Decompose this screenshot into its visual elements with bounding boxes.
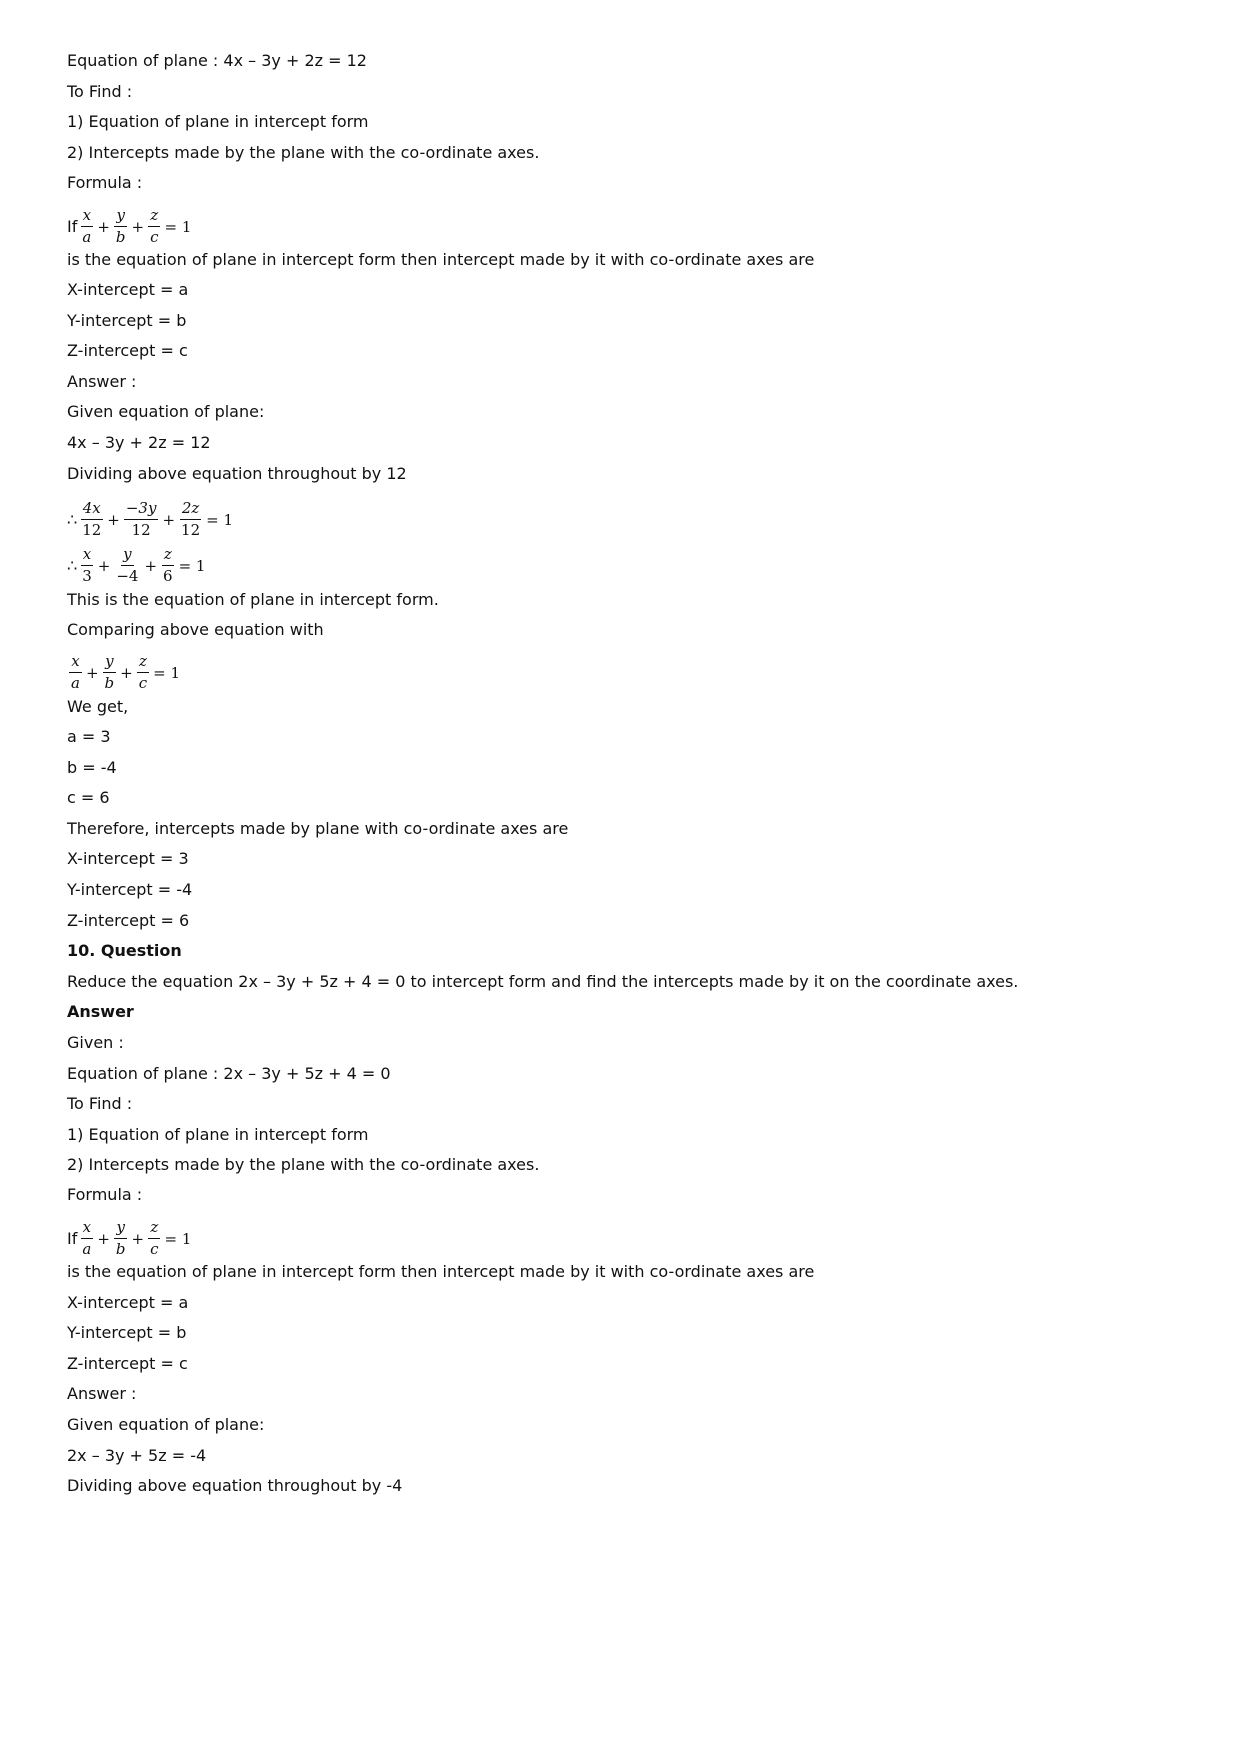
fraction: $\frac{y}{b}$ [115,1218,126,1258]
formula-divided: ∴ 4x 12 + $\frac{-3y}{12}$ + $\frac{2z}{12}$ = 1 [67,499,234,539]
question-text: Reduce the equation 2x – 3y + 5z + 4 = 0 to intercept form and find the intercepts made by it on the coordinate axes. [67,972,1019,991]
text-line: Dividing above equation throughout by -4 [67,1476,403,1495]
text-line: We get, [67,697,129,716]
fraction: 4x 12 [82,499,102,539]
fraction: $\frac{2z}{12}$ [181,499,201,539]
text-line: Answer : [67,1384,137,1403]
text-line: X-intercept = 3 [67,849,189,868]
text-line: Given equation of plane: [67,1415,265,1434]
fraction: $\frac{z}{c}$ [150,1218,159,1258]
fraction: $\frac{-3y}{12}$ [125,499,157,539]
text-line: Y-intercept = -4 [67,880,193,899]
fraction: x 3 [82,545,92,585]
formula-intercept-form: If x a + $\frac{y}{b}$ + $\frac{z}{c}$ = 1 [67,1218,192,1258]
text-line: X-intercept = a [67,280,189,299]
text-line: Z-intercept = c [67,1354,188,1373]
text-line: Z-intercept = 6 [67,911,190,930]
formula-intercept-form: x a + $\frac{y}{b}$ + $\frac{z}{c}$ = 1 [71,652,181,692]
text-line: Dividing above equation throughout by 12 [67,464,407,483]
text-line: Given equation of plane: [67,402,265,421]
text-line: a = 3 [67,727,111,746]
text-line: Comparing above equation with [67,620,324,639]
text-line: Given : [67,1033,124,1052]
fraction: $\frac{z}{c}$ [138,652,148,692]
answer-heading: Answer [67,1002,134,1021]
formula-prefix: If [67,217,78,236]
fraction: x a [82,206,92,246]
text-line: 2) Intercepts made by the plane with the co-ordinate axes. [67,1155,540,1174]
text-line: To Find : [67,1094,133,1113]
text-line: 4x – 3y + 2z = 12 [67,433,211,452]
question-heading: 10. Question [67,941,182,960]
text-line: b = -4 [67,758,117,777]
fraction: $\frac{y}{b}$ [104,652,115,692]
fraction: $\frac{y}{-4}$ [116,545,139,585]
text-line: 1) Equation of plane in intercept form [67,112,369,131]
text-line: Y-intercept = b [67,311,187,330]
text-line: 2) Intercepts made by the plane with the co-ordinate axes. [67,143,540,162]
text-line: is the equation of plane in intercept form then intercept made by it with co-ordinate axes are [67,1262,815,1281]
text-line: 2x – 3y + 5z = -4 [67,1446,207,1465]
text-line: Formula : [67,173,143,192]
fraction: x a [82,1218,92,1258]
formula-intercept-form: If x a + $\frac{y}{b}$ + $\frac{z}{c}$ = 1 [67,206,192,246]
fraction: $\frac{y}{b}$ [115,206,126,246]
fraction: $\frac{z}{6}$ [163,545,173,585]
text-line: Formula : [67,1185,143,1204]
text-line: X-intercept = a [67,1293,189,1312]
formula-simplified: ∴ x 3 + $\frac{y}{-4}$ + $\frac{z}{6}$ = 1 [67,545,206,585]
text-line: Therefore, intercepts made by plane with co-ordinate axes are [67,819,569,838]
text-line: c = 6 [67,788,110,807]
text-line: Y-intercept = b [67,1323,187,1342]
fraction: x a [71,652,80,692]
text-line: Z-intercept = c [67,341,188,360]
fraction: $\frac{z}{c}$ [150,206,159,246]
text-line: To Find : [67,82,133,101]
text-line: is the equation of plane in intercept form then intercept made by it with co-ordinate axes are [67,250,815,269]
text-line: Equation of plane : 2x – 3y + 5z + 4 = 0 [67,1064,391,1083]
text-line: This is the equation of plane in intercept form. [67,590,439,609]
text-line: Answer : [67,372,137,391]
text-line: 1) Equation of plane in intercept form [67,1125,369,1144]
text-line: Equation of plane : 4x – 3y + 2z = 12 [67,51,367,70]
